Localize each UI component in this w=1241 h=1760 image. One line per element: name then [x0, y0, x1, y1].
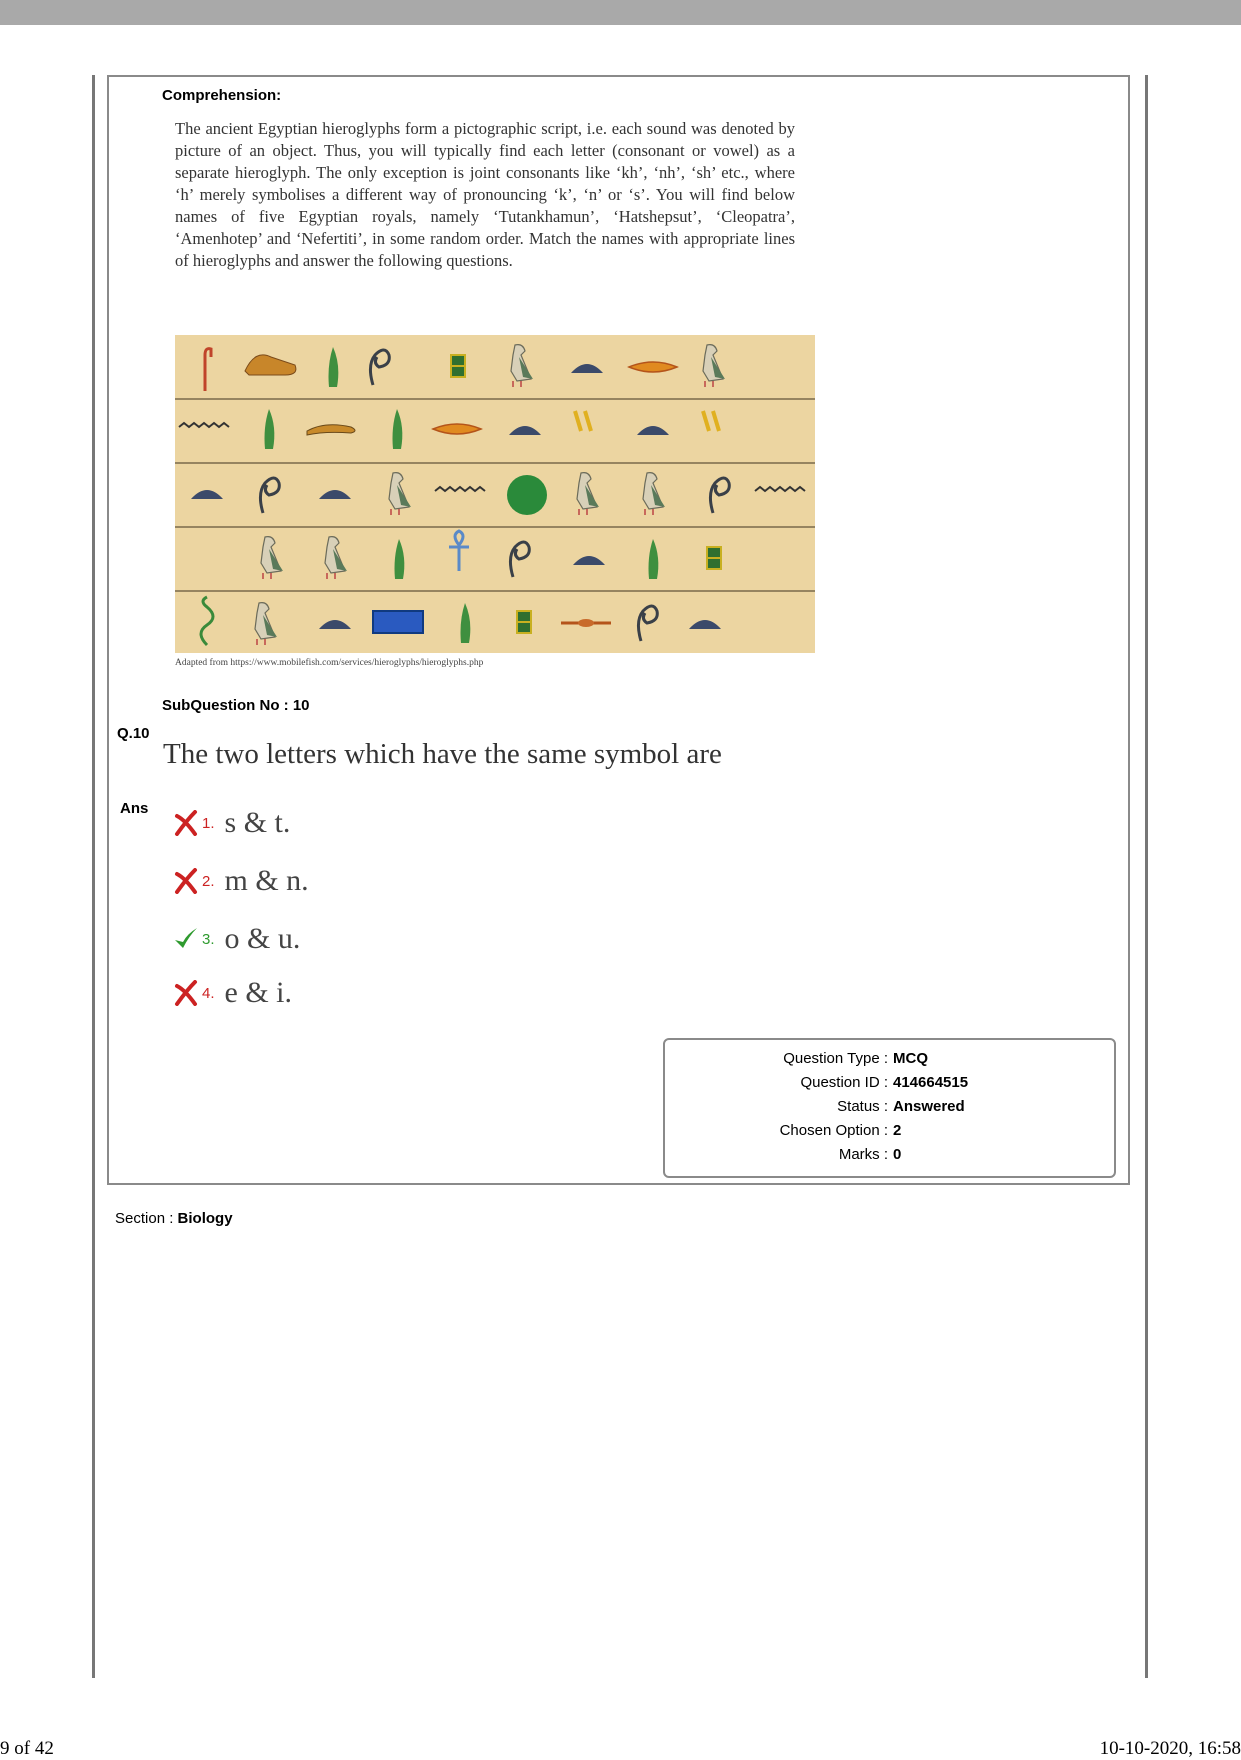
question-text: The two letters which have the same symbol are — [163, 738, 722, 770]
option-number: 1. — [202, 814, 215, 832]
ans-label: Ans — [120, 800, 149, 817]
section-label: Section : Biology — [115, 1210, 233, 1227]
option-text: e & i. — [224, 976, 293, 1009]
option-number: 3. — [202, 930, 215, 948]
page-number: 9 of 42 — [0, 1738, 54, 1759]
comprehension-passage: The ancient Egyptian hieroglyphs form a pictographic script, i.e. each sound was denoted by picture of an object. Thus, you will typically find each letter (consonant or vowel) as a separate hieroglyph. The only exception is joint consonants like ‘kh’, ‘nh’, ‘sh’ etc., where ‘h’ merely symbolises a different way of pronouncing ‘k’, ‘n’ or ‘s’. You will find below names of five Egyptian royals, namely ‘Tutankhamun’, ‘Hatshepsut’, ‘Cleopatra’, ‘Amenhotep’ and ‘Nefertiti’, in some random order. Match the names with appropriate lines of hieroglyphs and answer the following questions. — [175, 119, 795, 270]
info-question-type: Question Type : MCQ — [783, 1050, 928, 1067]
image-credit: Adapted from https://www.mobilefish.com/services/hieroglyphs/hieroglyphs.php — [175, 658, 484, 668]
option-4[interactable] — [173, 973, 292, 1013]
option-2[interactable] — [173, 861, 309, 901]
top-bar — [0, 0, 1241, 25]
question-info-box — [663, 1038, 1116, 1178]
left-border-line — [92, 75, 95, 1678]
section-value: Biology — [177, 1210, 233, 1227]
checkmark-icon — [173, 926, 199, 952]
comprehension-label: Comprehension: — [162, 87, 282, 104]
option-number: 2. — [202, 872, 215, 890]
info-status: Status : Answered — [837, 1098, 965, 1115]
cross-icon — [173, 980, 199, 1006]
option-text: o & u. — [224, 922, 301, 955]
cross-icon — [173, 868, 199, 894]
option-number: 4. — [202, 984, 215, 1002]
option-1[interactable] — [173, 803, 290, 843]
cross-icon — [173, 810, 199, 836]
option-text: m & n. — [224, 864, 309, 897]
question-number: Q.10 — [117, 725, 150, 742]
print-datetime: 10-10-2020, 16:58 — [1099, 1738, 1241, 1759]
hieroglyph-image — [175, 335, 815, 653]
info-question-id: Question ID : 414664515 — [800, 1074, 969, 1091]
subquestion-label: SubQuestion No : 10 — [162, 697, 310, 714]
right-border-line — [1145, 75, 1148, 1678]
info-chosen-option: Chosen Option : 2 — [779, 1122, 902, 1139]
option-text: s & t. — [224, 806, 291, 839]
info-marks: Marks : 0 — [838, 1146, 902, 1163]
option-3[interactable] — [173, 919, 300, 959]
